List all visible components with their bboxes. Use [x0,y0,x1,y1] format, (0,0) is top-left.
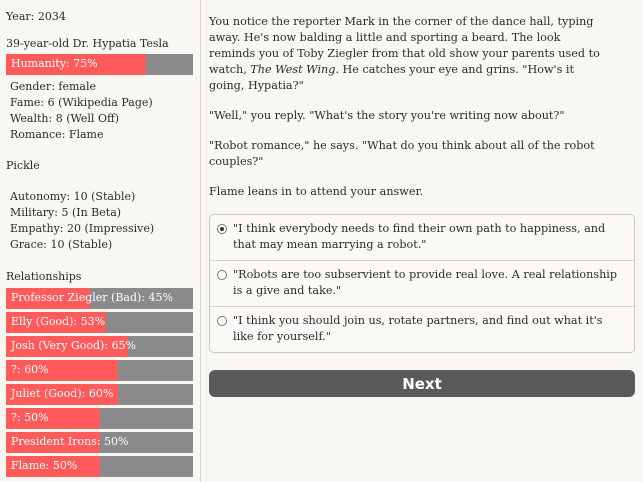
relationships-heading: Relationships [6,270,82,283]
wealth-text: Wealth: 8 (Well Off) [10,112,120,125]
choice-text: "Robots are too subservient to provide real love. A real relationship is a give and take." [233,268,618,297]
show-title: The West Wing [250,63,336,76]
year-text: Year: 2034 [6,10,66,23]
story-panel [201,0,643,482]
choice-text: "I think everybody needs to find their own path to happiness, and that may mean marrying a robot." [233,222,606,251]
autonomy-text: Autonomy: 10 (Stable) [10,190,136,203]
character-name: 39-year-old Dr. Hypatia Tesla [6,37,169,50]
story-paragraph: "Well," you reply. "What's the story you're writing now about?" [209,109,565,122]
story-text: . He catches your eye and grins. "How's it going, Hypatia?" [209,63,574,92]
fame-text: Fame: 6 (Wikipedia Page) [10,96,153,109]
choice-list [209,214,635,353]
stats-sidebar [0,0,201,482]
gender-text: Gender: female [10,80,96,93]
relationship-bar [6,384,193,405]
relationship-bar-label: Professor Ziegler (Bad): 45% [11,291,173,304]
relationship-bar-label: ?: 50% [11,411,49,424]
romance-text: Romance: Flame [10,128,104,141]
radio-selected-icon[interactable] [217,224,227,234]
grace-text: Grace: 10 (Stable) [10,238,113,251]
relationship-bar [6,408,193,429]
choice-option[interactable] [210,215,634,260]
military-text: Military: 5 (In Beta) [10,206,122,219]
radio-icon[interactable] [217,270,227,280]
story-paragraph: Flame leans in to attend your answer. [209,185,424,198]
relationships-list [6,288,200,477]
relationship-bar [6,456,193,477]
humanity-bar [6,54,193,75]
relationship-bar-label: Juliet (Good): 60% [11,387,114,400]
relationship-bar-label: Elly (Good): 53% [11,315,106,328]
humanity-bar-label: Humanity: 75% [11,57,98,70]
radio-icon[interactable] [217,316,227,326]
empathy-text: Empathy: 20 (Impressive) [10,222,155,235]
story-paragraph [209,14,635,94]
relationship-bar [6,312,193,333]
choice-text: "I think you should join us, rotate partners, and find out what it's like for yourself." [233,314,603,343]
story-paragraph: "Robot romance," he says. "What do you think about all of the robot couples?" [209,139,595,168]
choice-option[interactable] [210,306,634,352]
relationship-bar [6,336,193,357]
relationship-bar-label: Josh (Very Good): 65% [11,339,136,352]
robot-name: Pickle [6,159,40,172]
choice-option[interactable] [210,260,634,306]
story-text: You notice the reporter Mark in the corner of the dance hall, typing away. He's now balding a little and sporting a beard. The look reminds you of Toby Ziegler from that old show your parents used to watch, [209,15,600,76]
next-button[interactable]: Next [209,370,635,397]
relationship-bar [6,288,193,309]
relationship-bar-label: Flame: 50% [11,459,78,472]
relationship-bar [6,432,193,453]
relationship-bar-label: ?: 60% [11,363,49,376]
relationship-bar-label: President Irons: 50% [11,435,129,448]
relationship-bar [6,360,193,381]
